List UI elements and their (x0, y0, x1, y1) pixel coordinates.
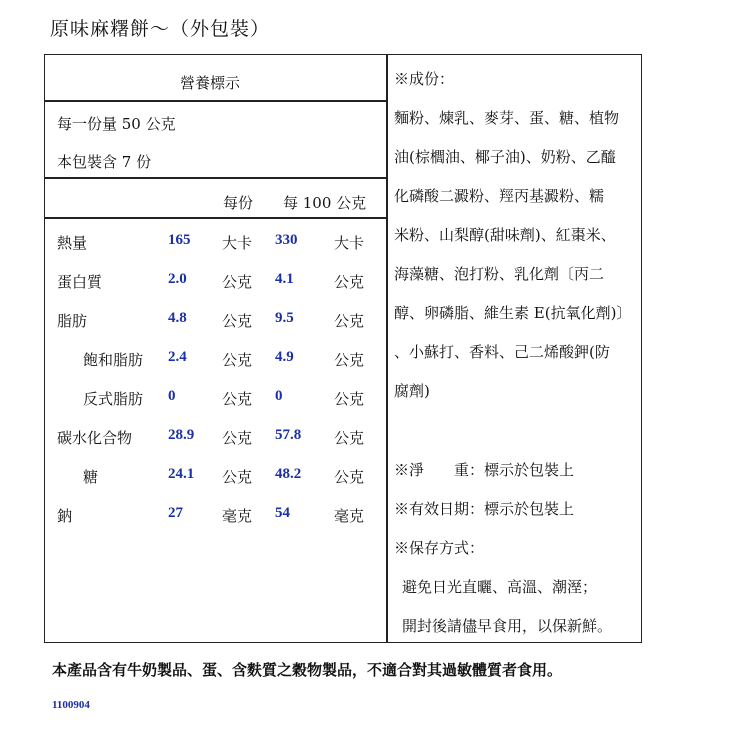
per-100g-value: 54 (275, 505, 290, 521)
label-panel (44, 54, 642, 643)
per-serving-value: 165 (168, 232, 191, 248)
storage-instruction-1: 避免日光直曬、高溫、潮溼； (402, 578, 598, 596)
allergen-notice: 本產品含有牛奶製品、蛋、含麩質之穀物製品，不適合對其過敏體質者食用。 (52, 661, 563, 679)
per-100g-value: 330 (275, 232, 298, 248)
per-serving-value: 2.4 (168, 349, 187, 365)
per-serving-unit: 公克 (222, 390, 253, 408)
nutrition-divider-1 (45, 100, 386, 102)
nutrient-name: 反式脂肪 (83, 390, 144, 408)
per-100g-value: 9.5 (275, 310, 294, 326)
ingredient-line: 、小蘇打、香料、己二烯酸鉀(防 (394, 343, 610, 361)
per-100g-value: 4.1 (275, 271, 294, 287)
ingredient-line: 麵粉、煉乳、麥芽、蛋、糖、植物 (394, 109, 620, 127)
per-100g-unit: 公克 (334, 468, 365, 486)
per-serving-unit: 毫克 (222, 507, 253, 525)
nutrition-heading: 營養標示 (180, 74, 241, 92)
col-per-100g: 每 100 公克 (283, 194, 367, 212)
ingredient-line: 醇、卵磷脂、維生素 E(抗氧化劑)〕 (394, 304, 632, 322)
per-100g-value: 48.2 (275, 466, 302, 482)
product-title: 原味麻糬餅～（外包裝） (50, 18, 271, 40)
per-serving-value: 28.9 (168, 427, 195, 443)
per-serving-unit: 公克 (222, 429, 253, 447)
nutrient-name: 糖 (83, 468, 99, 486)
per-serving-unit: 公克 (222, 273, 253, 291)
servings-per-package: 本包裝含 7 份 (57, 153, 152, 171)
per-100g-unit: 大卡 (334, 234, 365, 252)
per-100g-unit: 公克 (334, 351, 365, 369)
column-divider (386, 55, 388, 642)
nutrient-name: 蛋白質 (57, 273, 103, 291)
storage-instruction-2: 開封後請儘早食用，以保新鮮。 (402, 617, 613, 635)
ingredient-line: 米粉、山梨醇(甜味劑)、紅棗米、 (394, 226, 616, 244)
per-100g-unit: 公克 (334, 429, 365, 447)
nutrient-name: 鈉 (57, 507, 73, 525)
per-100g-unit: 公克 (334, 312, 365, 330)
col-per-serving: 每份 (223, 194, 254, 212)
nutrient-name: 飽和脂肪 (83, 351, 144, 369)
ingredient-line: 海藻糖、泡打粉、乳化劑〔丙二 (394, 265, 605, 283)
per-100g-value: 57.8 (275, 427, 302, 443)
per-serving-unit: 公克 (222, 468, 253, 486)
nutrition-divider-3 (45, 217, 386, 219)
nutrient-name: 熱量 (57, 234, 88, 252)
ingredients-heading: ※成份： (394, 70, 455, 88)
per-serving-value: 4.8 (168, 310, 187, 326)
per-serving-unit: 大卡 (222, 234, 253, 252)
nutrient-name: 脂肪 (57, 312, 88, 330)
per-100g-value: 4.9 (275, 349, 294, 365)
label-code: 1100904 (52, 699, 90, 711)
ingredient-line: 油(棕櫚油、椰子油)、奶粉、乙醯 (394, 148, 616, 166)
ingredient-line: 腐劑) (394, 382, 430, 400)
nutrition-divider-2 (45, 177, 386, 179)
expiry-date: ※有效日期：標示於包裝上 (394, 500, 575, 518)
per-100g-unit: 毫克 (334, 507, 365, 525)
per-serving-unit: 公克 (222, 351, 253, 369)
per-100g-unit: 公克 (334, 390, 365, 408)
ingredient-line: 化磷酸二澱粉、羥丙基澱粉、糯 (394, 187, 605, 205)
per-100g-value: 0 (275, 388, 283, 404)
net-weight: ※淨 重：標示於包裝上 (394, 461, 575, 479)
nutrient-name: 碳水化合物 (57, 429, 133, 447)
per-serving-value: 2.0 (168, 271, 187, 287)
serving-size: 每一份量 50 公克 (57, 115, 176, 133)
per-serving-value: 0 (168, 388, 176, 404)
per-serving-unit: 公克 (222, 312, 253, 330)
per-100g-unit: 公克 (334, 273, 365, 291)
storage-heading: ※保存方式： (394, 539, 485, 557)
per-serving-value: 24.1 (168, 466, 195, 482)
per-serving-value: 27 (168, 505, 183, 521)
